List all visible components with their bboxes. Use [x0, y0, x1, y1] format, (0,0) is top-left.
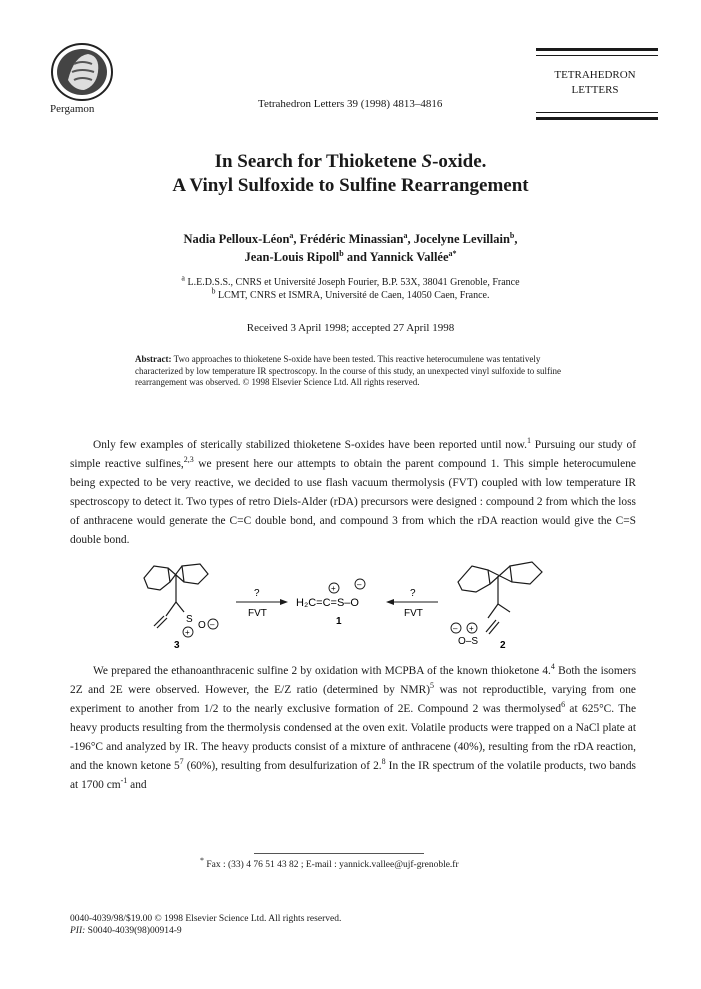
- title-text-end: -oxide.: [432, 151, 487, 172]
- title-line-1: [0, 150, 701, 174]
- author-5: and Yannick Vallée: [343, 250, 449, 264]
- center-plus: +: [331, 584, 336, 593]
- p2-text-1: We prepared the ethanoanthracenic sulfine 2 by oxidation with MCPBA of the known thioketone 4.: [93, 665, 551, 677]
- compound-2-minus: –: [453, 624, 458, 633]
- abstract-label: Abstract:: [135, 354, 172, 364]
- p2-ref-1: 4: [550, 662, 555, 672]
- arrow-2-head-icon: [386, 599, 394, 605]
- author-2: , Frédéric Minassian: [293, 232, 404, 246]
- abstract: [135, 354, 575, 389]
- p1-text-3: we present here our attempts to obtain the parent compound 1. This simple heterocumulene being expected to be very reactive, we decided to use flash vacuum thermolysis (FVT) coupled with low temperature IR spectroscopy to detect it. Two types of retro Diels-Alder (rDA) precursors were designed : compound 2 from which the loss of anthracene would generate the C=C double bond, and compound 3 from which the rDA reaction would give the C=S double bond.: [70, 458, 636, 546]
- header-rule-top: [536, 48, 658, 51]
- p2-ref-2: 5: [430, 681, 435, 691]
- journal-reference: Tetrahedron Letters 39 (1998) 4813–4816: [258, 98, 443, 110]
- arrow-1-fvt: FVT: [248, 608, 267, 619]
- compound-1-label: 1: [336, 616, 342, 627]
- affiliation-b-marker: b: [211, 286, 216, 296]
- corresponding-footnote: [200, 855, 459, 870]
- compound-2-os: O–S: [458, 636, 479, 647]
- publisher-name: Pergamon: [50, 103, 95, 115]
- p2-unit-exp: -1: [120, 776, 128, 786]
- pii-value: S0040-4039(98)00914-9: [85, 926, 182, 936]
- author-5-affil: a*: [448, 248, 457, 258]
- compound-3-label: 3: [174, 640, 180, 650]
- copyright-footer: [70, 913, 341, 937]
- author-4-affil: b: [339, 248, 344, 258]
- author-1-affil: a: [289, 230, 294, 240]
- center-minus: –: [357, 580, 362, 589]
- footnote-divider: [254, 853, 424, 854]
- affiliation-b: [0, 286, 701, 302]
- p2-text-6: In the IR spectrum of the volatile products, two bands at 1700 cm: [70, 760, 636, 791]
- p2-text-7: and: [127, 779, 147, 791]
- affiliation-a-text: L.E.D.S.S., CNRS et Université Joseph Fourier, B.P. 53X, 38041 Grenoble, France: [184, 277, 520, 288]
- affiliation-b-text: LCMT, CNRS et ISMRA, Université de Caen, 14050 Caen, France.: [215, 290, 490, 301]
- compound-3-structure: [144, 564, 208, 628]
- footnote-text: Fax : (33) 4 76 51 43 82 ; E-mail : yannick.vallee@ujf-grenoble.fr: [204, 860, 459, 870]
- title-text: In Search for Thioketene: [214, 151, 422, 172]
- title-italic: S: [421, 151, 433, 172]
- compound-2-plus: +: [469, 624, 474, 633]
- p2-ref-3: 6: [561, 700, 566, 710]
- article-title: [0, 150, 701, 198]
- p2-ref-4: 7: [179, 757, 184, 767]
- affiliation-a: [0, 273, 701, 289]
- arrow-2-fvt: FVT: [404, 608, 423, 619]
- author-2-affil: a: [403, 230, 408, 240]
- header-rule-bottom: [536, 117, 658, 120]
- reaction-scheme: [140, 560, 580, 650]
- author-list: [0, 230, 701, 266]
- p1-text-2: Pursuing our study of simple reactive sulfines,: [70, 439, 636, 470]
- affiliation-a-marker: a: [181, 273, 185, 283]
- compound-3-minus: –: [210, 620, 215, 629]
- p2-ref-5: 8: [381, 757, 386, 767]
- author-4: Jean-Louis Ripoll: [244, 250, 340, 264]
- p2-text-5: (60%), resulting from desulfurization of 2.: [183, 760, 382, 772]
- compound-3-plus: +: [185, 628, 190, 637]
- pergamon-logo-icon: [48, 42, 116, 102]
- footnote-marker: *: [200, 855, 204, 865]
- compound-3-s: S: [186, 614, 193, 625]
- author-sep: ,: [514, 232, 518, 246]
- p2-text-4: at 625°C. The heavy products resulting from the thermolysis condensed at the oven exit. Volatile products were trapped on a NaCl plate at -196°C and analyzed by IR. The heavy products consist of a mixture of anthracene (40%), resulting from the rDA reaction, and the known ketone 5: [70, 703, 636, 772]
- authors-line-2: [0, 248, 701, 266]
- journal-name-line1: TETRAHEDRON: [554, 69, 636, 81]
- abstract-text: Two approaches to thioketene S-oxide have been tested. This reactive heterocumulene was tentatively characterized by low temperature IR spectroscopy. In the course of this study, an unexpected vinyl sulfoxide to sulfine rearrangement was observed. © 1998 Elsevier Science Ltd. All rights reserved.: [135, 354, 561, 387]
- author-3-affil: b: [509, 230, 515, 240]
- author-1: Nadia Pelloux-Léon: [183, 232, 290, 246]
- journal-name-line2: LETTERS: [571, 84, 619, 96]
- header-rule-top-thin: [536, 55, 658, 56]
- p1-ref-1: 1: [527, 436, 531, 446]
- p2-text-3: was not reproductible, varying from one experiment to another from 1/2 to the nearly exclusive formation of 2E. Compound 2 was thermolysed: [70, 684, 636, 715]
- p1-ref-2: 2,3: [183, 455, 194, 465]
- pii-label: PII:: [70, 926, 86, 936]
- header-rule-bottom-thin: [536, 112, 658, 113]
- author-3: , Jocelyne Levillain: [407, 232, 510, 246]
- p2-text-2: Both the isomers 2Z and 2E were observed. However, the E/Z ratio (determined by NMR): [70, 665, 636, 696]
- footer-issn: 0040-4039/98/$19.00 © 1998 Elsevier Science Ltd. All rights reserved.: [70, 914, 342, 924]
- arrow-2-question: ?: [410, 588, 416, 599]
- received-dates: Received 3 April 1998; accepted 27 April 1998: [246, 322, 455, 334]
- arrow-1-question: ?: [254, 588, 260, 599]
- p1-text-1: Only few examples of sterically stabilized thioketene S-oxides have been reported until now.: [93, 439, 527, 451]
- thioketene-s-oxide-formula: H₂C=C=S–O: [296, 597, 359, 609]
- compound-2-label: 2: [500, 640, 506, 650]
- arrow-1-head-icon: [280, 599, 288, 605]
- compound-3-o: O: [198, 620, 206, 631]
- paragraph-1: [70, 436, 636, 550]
- affiliations: [0, 273, 701, 302]
- title-line-2: A Vinyl Sulfoxide to Sulfine Rearrangement: [172, 175, 529, 196]
- authors-line-1: [0, 230, 701, 248]
- journal-name: [530, 68, 660, 98]
- footer-pii: [70, 925, 341, 937]
- paragraph-2: [70, 662, 636, 795]
